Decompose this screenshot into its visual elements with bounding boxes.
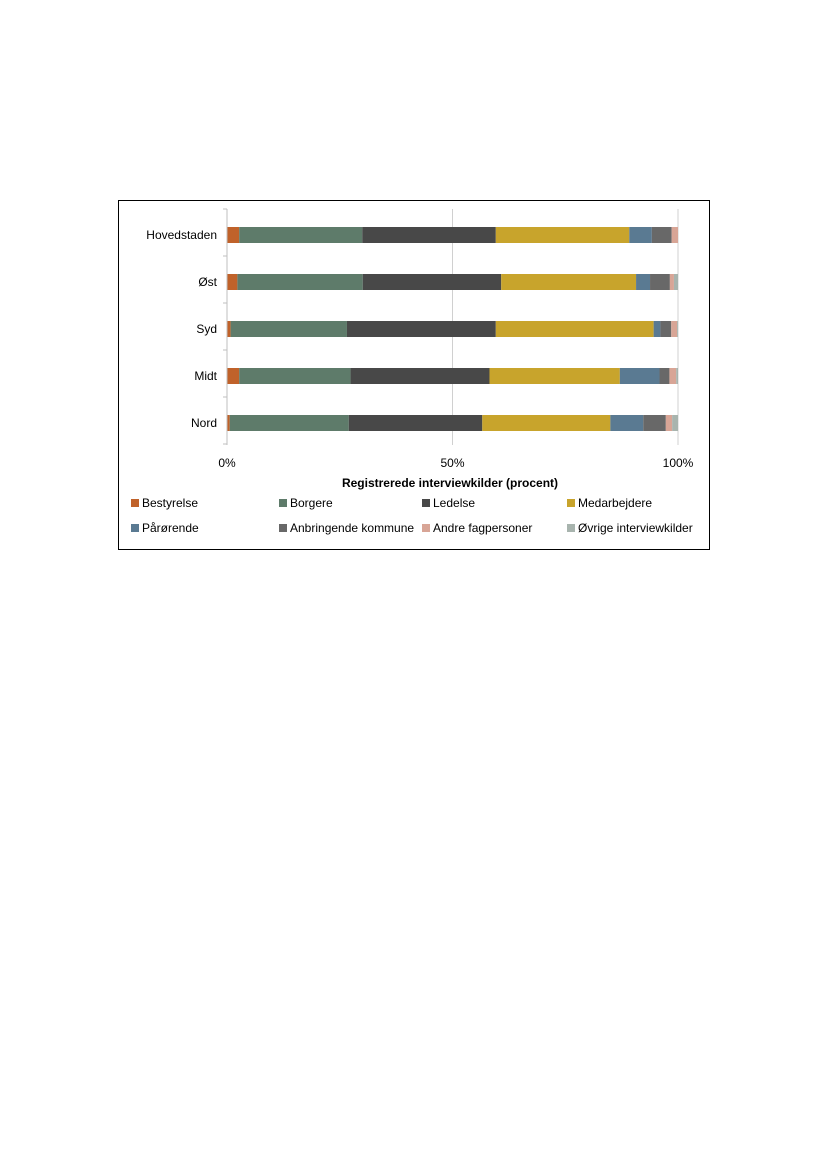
bar-segment-øst-2 <box>363 274 501 290</box>
bar-segment-hovedstaden-1 <box>239 227 362 243</box>
bar-segment-syd-0 <box>227 321 231 337</box>
x-tick-label: 100% <box>662 456 694 470</box>
bar-segment-midt-4 <box>620 368 660 384</box>
bar-segment-syd-1 <box>231 321 347 337</box>
legend-label: Øvrige interviewkilder <box>578 521 693 535</box>
legend-swatch <box>279 524 287 532</box>
legend-swatch <box>567 524 575 532</box>
bar-segment-nord-6 <box>666 415 672 431</box>
legend-label: Ledelse <box>433 496 476 510</box>
chart-frame <box>118 200 710 550</box>
legend-swatch <box>131 524 139 532</box>
bar-segment-øst-3 <box>501 274 636 290</box>
bar-segment-midt-2 <box>351 368 490 384</box>
legend-label: Anbringende kommune <box>290 521 415 535</box>
bar-segment-hovedstaden-4 <box>629 227 652 243</box>
bar-segment-midt-0 <box>227 368 239 384</box>
legend-label: Pårørende <box>142 521 199 535</box>
bar-segment-hovedstaden-2 <box>362 227 495 243</box>
bar-segment-hovedstaden-3 <box>496 227 629 243</box>
bar-segment-midt-5 <box>660 368 670 384</box>
bar-segment-øst-1 <box>237 274 362 290</box>
category-label: Øst <box>198 275 217 289</box>
bar-segment-midt-3 <box>489 368 619 384</box>
legend-label: Borgere <box>290 496 333 510</box>
bar-segment-nord-5 <box>643 415 666 431</box>
bar-segment-nord-2 <box>349 415 482 431</box>
bar-segment-hovedstaden-5 <box>652 227 672 243</box>
category-label: Hovedstaden <box>146 228 217 242</box>
x-tick-label: 50% <box>440 456 465 470</box>
legend-label: Bestyrelse <box>142 496 199 510</box>
legend-swatch <box>422 524 430 532</box>
legend <box>131 496 693 535</box>
chart-svg <box>119 201 709 549</box>
labels-layer <box>146 228 693 470</box>
bar-segment-øst-7 <box>674 274 678 290</box>
bar-segment-syd-3 <box>496 321 654 337</box>
legend-swatch <box>567 499 575 507</box>
bar-segment-øst-6 <box>670 274 674 290</box>
bar-segment-syd-2 <box>347 321 496 337</box>
category-label: Midt <box>194 369 217 383</box>
bar-segment-midt-1 <box>239 368 350 384</box>
x-tick-label: 0% <box>218 456 236 470</box>
bar-segment-hovedstaden-0 <box>227 227 239 243</box>
bar-segment-midt-6 <box>669 368 676 384</box>
category-label: Syd <box>196 322 217 336</box>
bar-segment-syd-5 <box>660 321 671 337</box>
bar-segment-øst-0 <box>227 274 237 290</box>
bar-segment-øst-4 <box>636 274 650 290</box>
bar-segment-øst-5 <box>650 274 670 290</box>
legend-label: Andre fagpersoner <box>433 521 533 535</box>
legend-swatch <box>131 499 139 507</box>
bar-segment-nord-7 <box>672 415 678 431</box>
bar-segment-syd-4 <box>654 321 661 337</box>
bar-segment-syd-7 <box>677 321 678 337</box>
bar-segment-midt-7 <box>676 368 678 384</box>
legend-swatch <box>422 499 430 507</box>
legend-label: Medarbejdere <box>578 496 653 510</box>
bar-segment-syd-6 <box>671 321 677 337</box>
axis-layer <box>223 209 227 445</box>
x-axis-title: Registrerede interviewkilder (procent) <box>341 476 559 490</box>
legend-swatch <box>279 499 287 507</box>
category-label: Nord <box>190 416 217 430</box>
bar-segment-nord-3 <box>482 415 610 431</box>
bar-segment-nord-1 <box>230 415 349 431</box>
bar-segment-nord-4 <box>610 415 643 431</box>
bar-segment-hovedstaden-6 <box>672 227 678 243</box>
